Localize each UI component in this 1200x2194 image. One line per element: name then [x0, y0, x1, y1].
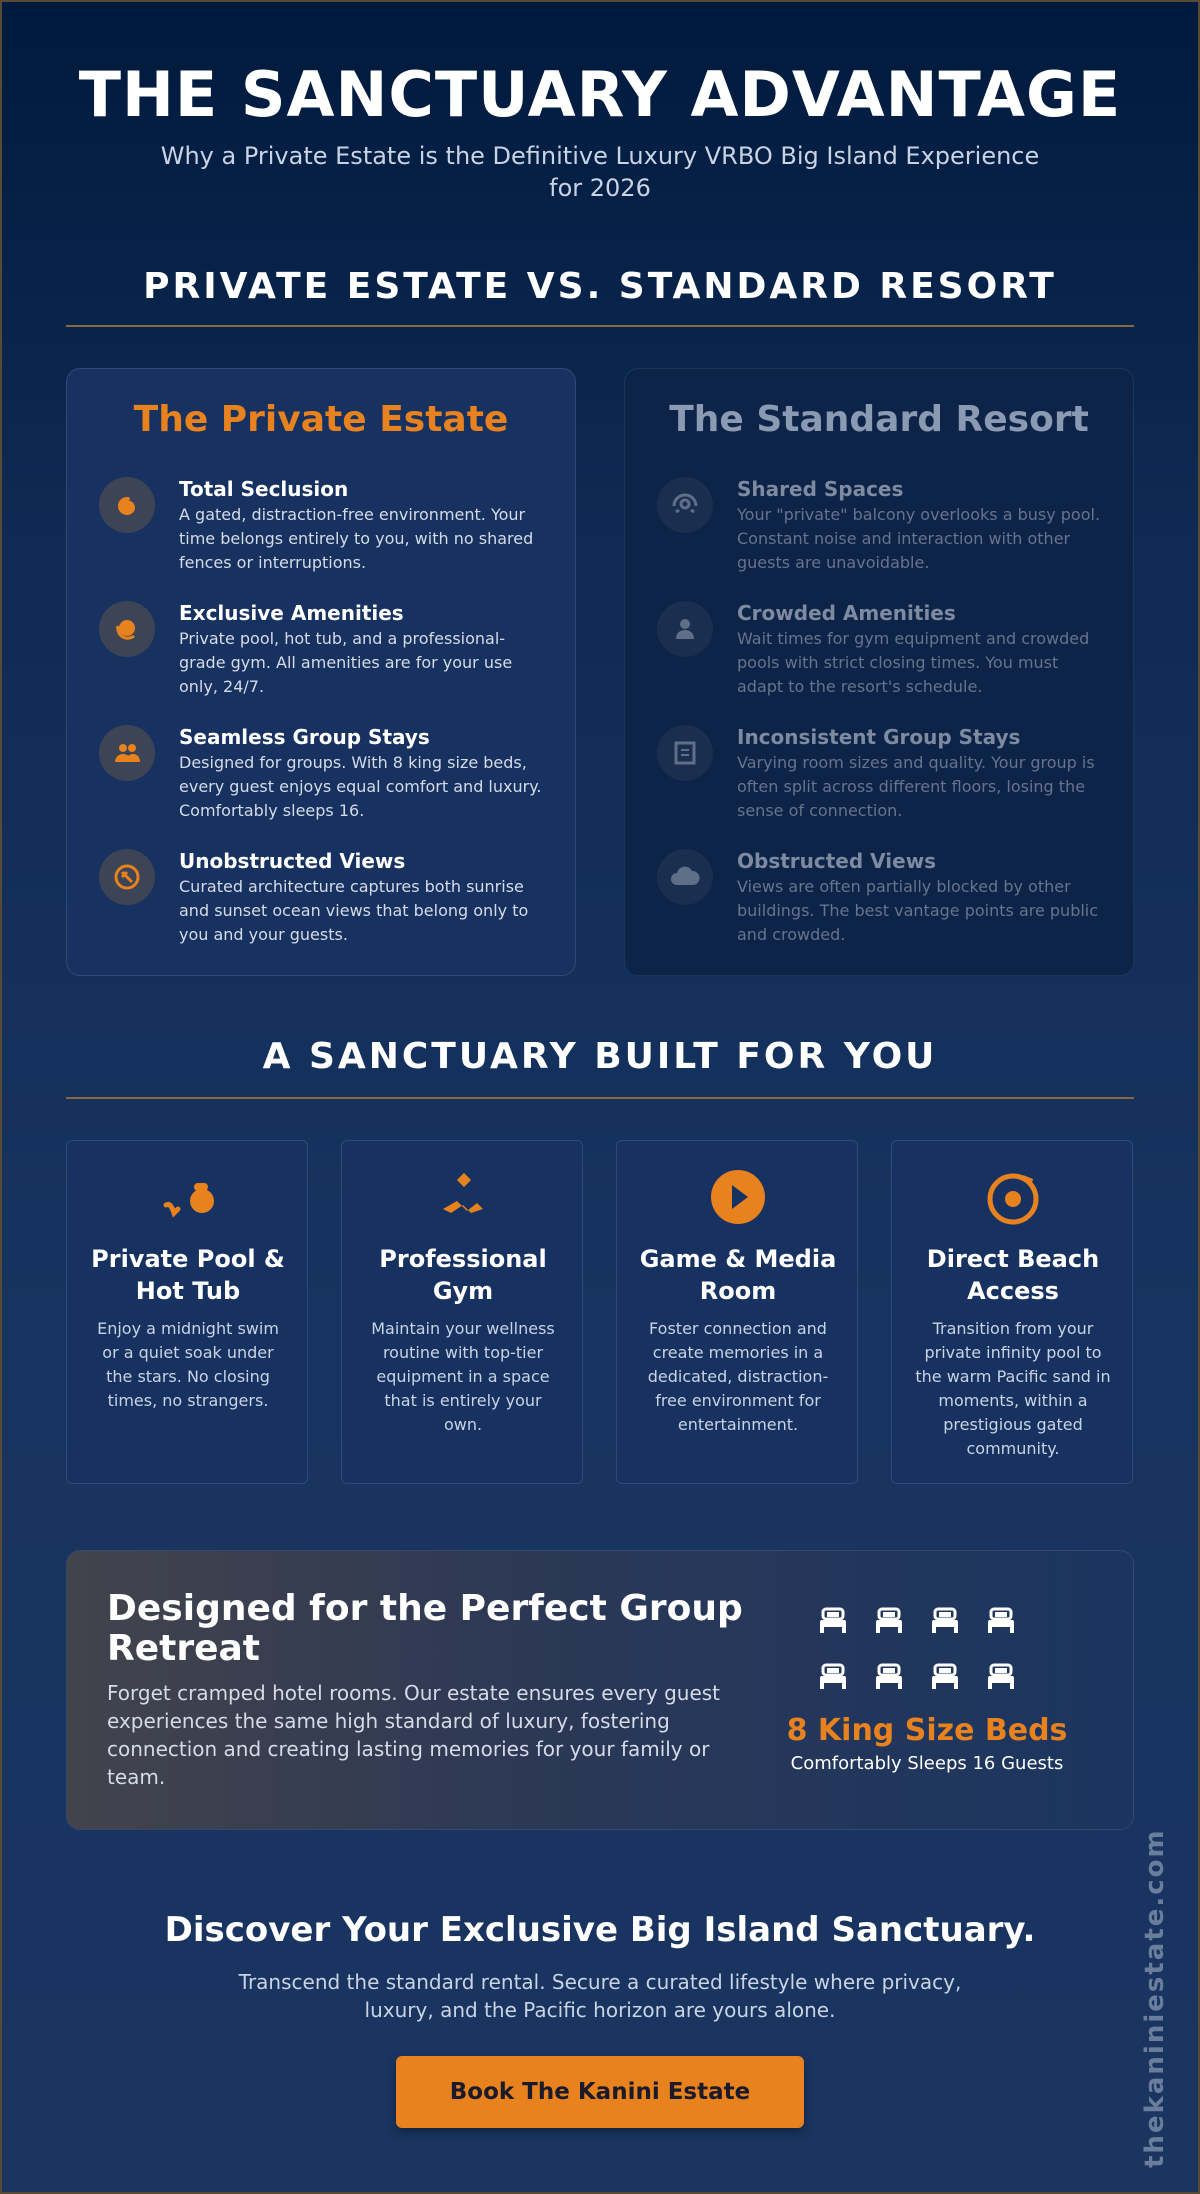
amenity-card-pool — [66, 1140, 308, 1484]
feature-desc: Varying room sizes and quality. Your group is often split across different floors, losing the sense of connection. — [737, 753, 1095, 820]
feature-unobstructed-views — [99, 845, 549, 955]
group-icon — [99, 725, 155, 781]
cta-desc: Transcend the standard rental. Secure a curated lifestyle where privacy, luxury, and the Pacific horizon are yours alone. — [238, 1970, 962, 2022]
feature-desc: Private pool, hot tub, and a professional-grade gym. All amenities are for your use only, 24/7. — [179, 629, 513, 696]
dumbbell-icon — [433, 1167, 493, 1227]
feature-inconsistent-group-stays — [657, 721, 1107, 831]
bed-icon — [985, 1607, 1017, 1635]
feature-shared-spaces — [657, 473, 1107, 583]
page-title: THE SANCTUARY ADVANTAGE — [78, 58, 1122, 131]
feature-title: Unobstructed Views — [179, 849, 406, 873]
page-subtitle: Why a Private Estate is the Definitive Luxury VRBO Big Island Experience for 2026 — [160, 142, 1040, 202]
feature-desc: Curated architecture captures both sunrise and sunset ocean views that belong only to you and your guests. — [179, 877, 529, 944]
section-divider — [66, 325, 1134, 327]
bed-icon — [929, 1663, 961, 1691]
private-estate-title: The Private Estate — [133, 399, 509, 440]
beds-capacity: Comfortably Sleeps 16 Guests — [790, 1753, 1064, 1774]
amenity-desc: Maintain your wellness routine with top-tier equipment in a space that is entirely your own. — [371, 1319, 555, 1434]
amenity-card-beach — [891, 1140, 1133, 1484]
feature-total-seclusion — [99, 473, 549, 583]
group-retreat-panel — [66, 1550, 1134, 1830]
feature-title: Exclusive Amenities — [179, 601, 404, 625]
feature-obstructed-views — [657, 845, 1107, 955]
feature-title: Obstructed Views — [737, 849, 937, 873]
bed-icon — [873, 1607, 905, 1635]
cloud-icon — [657, 849, 713, 905]
amenity-title: Game & Media Room — [639, 1245, 837, 1305]
group-retreat-title: Designed for the Perfect Group Retreat — [107, 1588, 743, 1669]
feature-desc: A gated, distraction-free environment. Your time belongs entirely to you, with no shared fences or interruptions. — [179, 505, 534, 572]
beds-count: 8 King Size Beds — [786, 1713, 1068, 1748]
amenity-title: Private Pool & Hot Tub — [91, 1245, 285, 1305]
feature-crowded-amenities — [657, 597, 1107, 707]
private-estate-card — [66, 368, 576, 976]
site-watermark: thekaniniestate.com — [1140, 1828, 1170, 2168]
standard-resort-title: The Standard Resort — [669, 399, 1089, 440]
standard-resort-card — [624, 368, 1134, 976]
pool-icon — [99, 601, 155, 657]
bed-icon — [985, 1663, 1017, 1691]
feature-exclusive-amenities — [99, 597, 549, 707]
feature-title: Shared Spaces — [737, 477, 904, 501]
cta-title: Discover Your Exclusive Big Island Sanctuary. — [164, 1910, 1036, 1950]
comparison-heading: PRIVATE ESTATE VS. STANDARD RESORT — [143, 266, 1057, 307]
feature-seamless-group-stays — [99, 721, 549, 831]
feature-title: Inconsistent Group Stays — [737, 725, 1021, 749]
amenity-card-gym — [341, 1140, 583, 1484]
feature-desc: Views are often partially blocked by other buildings. The best vantage points are public and crowded. — [737, 877, 1099, 944]
amenity-desc: Transition from your private infinity pool to the warm Pacific sand in moments, within a prestigious gated community. — [915, 1319, 1111, 1458]
feature-title: Seamless Group Stays — [179, 725, 430, 749]
person-icon — [657, 601, 713, 657]
feature-desc: Your "private" balcony overlooks a busy pool. Constant noise and interaction with other guests are unavoidable. — [737, 505, 1101, 572]
bed-icon — [929, 1607, 961, 1635]
amenity-card-media-room — [616, 1140, 858, 1484]
bed-icon — [817, 1663, 849, 1691]
amenity-title: Professional Gym — [379, 1245, 547, 1305]
feature-title: Total Seclusion — [179, 477, 349, 501]
hand-icon — [99, 477, 155, 533]
group-retreat-desc: Forget cramped hotel rooms. Our estate ensures every guest experiences the same high standard of luxury, fostering connection and creating lasting memories for your family or team. — [107, 1681, 721, 1789]
pool-icon — [158, 1167, 218, 1227]
amenity-title: Direct Beach Access — [926, 1245, 1100, 1305]
bed-icon — [817, 1607, 849, 1635]
section-divider — [66, 1097, 1134, 1099]
amenity-desc: Foster connection and create memories in a dedicated, distraction-free environment for entertainment. — [647, 1319, 829, 1434]
feature-desc: Wait times for gym equipment and crowded pools with strict closing times. You must adapt to the resort's schedule. — [737, 629, 1090, 696]
sanctuary-heading: A SANCTUARY BUILT FOR YOU — [262, 1036, 938, 1077]
beach-icon — [983, 1167, 1043, 1227]
eye-icon — [657, 477, 713, 533]
door-icon — [657, 725, 713, 781]
book-button[interactable]: Book The Kanini Estate — [396, 2056, 804, 2128]
feature-title: Crowded Amenities — [737, 601, 956, 625]
feature-desc: Designed for groups. With 8 king size beds, every guest enjoys equal comfort and luxury. Comfortably sleeps 16. — [179, 753, 542, 820]
compass-icon — [99, 849, 155, 905]
bed-icon — [873, 1663, 905, 1691]
play-icon — [708, 1167, 768, 1227]
amenity-desc: Enjoy a midnight swim or a quiet soak under the stars. No closing times, no strangers. — [97, 1319, 279, 1410]
